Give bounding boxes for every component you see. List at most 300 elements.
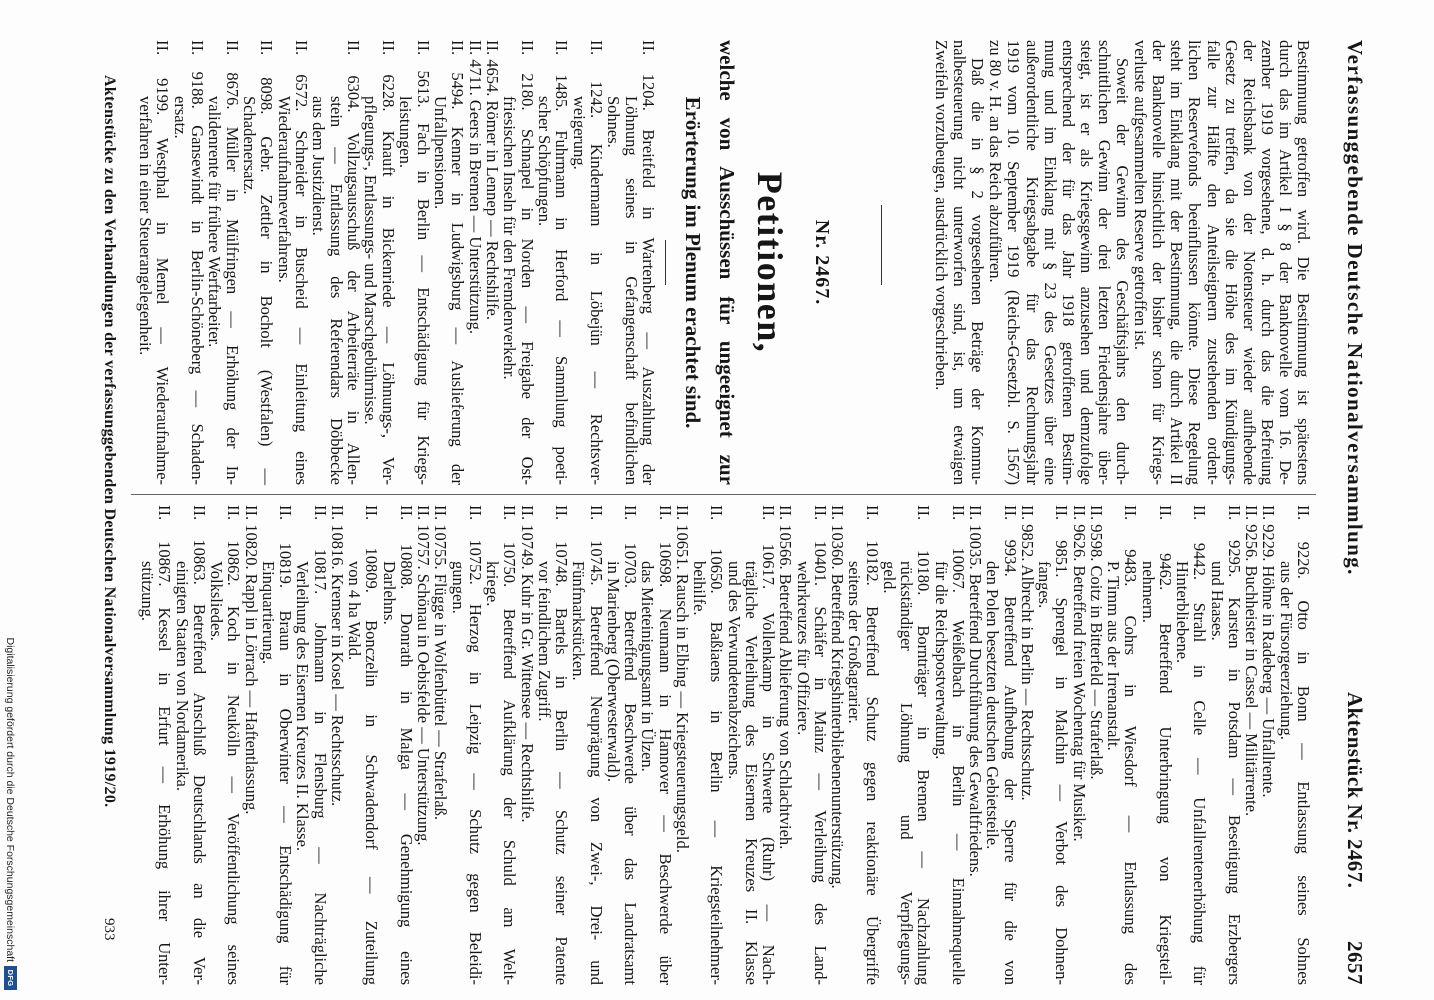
petition-continuation-line: pflegungs-, Entlassungs- und Marschgebührnisse. xyxy=(361,96,381,425)
petition-text: Römer in Lennep — Rechtshilfe. xyxy=(482,100,502,320)
petition-item xyxy=(795,505,830,985)
petition-number: 10566. xyxy=(776,524,796,570)
petition-number: 10752. xyxy=(466,539,485,585)
petition-continuation-line: trägliche Verleihung des Eisernen Kreuzes II. Klasse xyxy=(742,561,761,985)
petition-continuation-line: Darlehns. xyxy=(379,561,399,625)
petition-continuation-line: geld. xyxy=(880,561,899,594)
petition-first-line xyxy=(432,505,449,985)
petition-committee: II. xyxy=(966,505,986,521)
petition-item xyxy=(381,505,416,985)
petition-committee: II. xyxy=(552,505,572,521)
petition-item xyxy=(294,505,329,985)
petition-item xyxy=(536,505,571,985)
petition-text: Schnapel in Norden — Freigabe der Ost- xyxy=(517,128,537,485)
petition-item xyxy=(1088,505,1105,985)
petition-first-line xyxy=(829,505,846,985)
petition-text: Baßiaens in Berlin — Kriegsteilnehmer- xyxy=(707,621,727,986)
petition-first-line xyxy=(449,40,466,485)
petition-text: Fuhrmann in Herford — Sammlung poeti- xyxy=(552,130,572,486)
petition-first-line xyxy=(553,505,570,985)
petition-number: 5494. xyxy=(448,72,468,110)
petition-number: 10862. xyxy=(224,540,244,586)
paragraph-line: Daß die in § 2 vorgesehenen Beträge der Kommu- xyxy=(968,58,988,485)
petition-first-line xyxy=(950,505,967,985)
digitization-credit xyxy=(3,637,18,990)
section-title: Petitionen, xyxy=(750,171,790,354)
petition-text: Bonczelin in Schwadendorf — Zuteilung xyxy=(362,620,382,986)
petition-text: Betreffend Aufhebung der Sperre für die von xyxy=(1000,596,1020,986)
petition-first-line xyxy=(967,505,984,985)
petition-text: Otto in Bonn — Entlassung seines Sohnes xyxy=(1294,600,1313,986)
petition-item xyxy=(206,40,241,485)
petition-first-line xyxy=(588,40,605,485)
page-number: 2657 xyxy=(1343,941,1367,985)
paragraph xyxy=(986,40,1131,485)
petition-continuation-line: Wiederaufnahmeverfahrens. xyxy=(274,96,294,283)
petition-number: 10360. xyxy=(828,524,848,570)
petition-item xyxy=(432,40,467,485)
petition-continuation-line: wehrkreuzes für Offiziere. xyxy=(793,561,813,736)
petition-text: Schäfer in Mainz — Verleihung des Land- xyxy=(811,606,830,985)
petition-number: 10867. xyxy=(155,541,175,587)
petition-text: Donrath in Malga — Genehmigung eines xyxy=(397,613,416,985)
petition-continuation-line: validenrente für frühere Werftarbeiter. xyxy=(205,96,225,348)
petition-continuation-line: friesischen Inseln für den Fremdenverkehr. xyxy=(500,96,520,380)
petition-number: 9934. xyxy=(1000,539,1020,577)
petition-text: Betreffend Durchführung des Gewaltfriedens. xyxy=(966,573,986,877)
petition-item xyxy=(1105,505,1140,985)
petition-text: Koch in Neukölln — Veröffentlichung seines xyxy=(224,605,244,986)
petition-committee: II. xyxy=(466,505,485,521)
petition-committee: II. xyxy=(344,40,364,56)
running-header-title: Verfassunggebende Deutsche Nationalversammlung. xyxy=(1343,40,1367,576)
petition-number: 10863. xyxy=(190,539,209,585)
paragraph-line: verluste aufgesammelten Reserve getroffen ist. xyxy=(1131,40,1151,350)
petition-committee: II. xyxy=(241,505,261,521)
petition-first-line xyxy=(657,505,674,985)
petition-text: Weißelbach in Berlin — Einnahmequelle xyxy=(949,620,968,985)
petition-first-line xyxy=(519,505,536,985)
petition-text: Kuhr in Gr. Wittensee — Rechtshilfe. xyxy=(517,573,537,823)
petition-first-line xyxy=(398,505,415,985)
petition-first-line xyxy=(363,505,380,985)
petition-continuation-line: Hinterbliebene. xyxy=(1173,561,1193,664)
petition-continuation-line: und Haases. xyxy=(1207,561,1227,641)
petition-item xyxy=(260,505,295,985)
paragraph-line: falle zur Hälfte den Anteilseignern zustehenden ordent- xyxy=(1203,40,1223,485)
paragraph-line: entsprechend der für das Jahr 1918 getroffenen Bestim- xyxy=(1058,40,1078,485)
petition-text: Cohrs in Wiesdorf — Entlassung des xyxy=(1121,615,1141,986)
petition-committee: II. xyxy=(378,40,398,56)
section-number: Nr. 2467. xyxy=(811,219,833,306)
petition-continuation-line: stein — Entlassung des Referendars Döbbecke xyxy=(326,96,346,485)
petition-number: 9199. xyxy=(153,78,173,116)
petition-number: 10749. xyxy=(517,524,537,570)
petition-text: Johmann in Flensburg — Nachträgliche xyxy=(310,622,330,986)
petition-item xyxy=(1260,505,1277,985)
petition-committee: II. xyxy=(328,505,347,521)
petition-first-line xyxy=(588,505,605,985)
petition-first-line xyxy=(329,505,346,985)
petition-item xyxy=(346,505,381,985)
petition-number: 9256. xyxy=(1242,524,1262,562)
petition-item xyxy=(519,505,536,985)
petition-continuation-line: einigten Staaten von Nordamerika. xyxy=(172,561,192,792)
petition-item xyxy=(484,505,519,985)
petition-item xyxy=(1174,505,1209,985)
petition-item xyxy=(1278,505,1313,985)
petition-committee: II. xyxy=(482,40,502,56)
petition-text: Knauft in Bickenriede — Löhnungs-, Ver- xyxy=(378,130,398,486)
petition-number: 4711. xyxy=(465,59,485,96)
paragraph-line: außerordentliche Kriegsabgabe für das Rechnungsjahr xyxy=(1022,40,1042,485)
petition-text: Betreffend freien Wochentag für Musiker. xyxy=(1069,565,1089,842)
petition-first-line xyxy=(467,505,484,985)
petition-first-line xyxy=(501,505,518,985)
petition-text: Vollzugsausschuß der Arbeiterräte in Allen- xyxy=(344,132,364,486)
petition-first-line xyxy=(1243,505,1260,985)
petition-committee: II. xyxy=(1190,505,1210,521)
petition-number: 10182. xyxy=(862,540,882,586)
petition-continuation-line: weigerung. xyxy=(569,96,589,170)
paragraph-line: zember 1919 vorgesehene, d. h. durch das die Befreiung xyxy=(1257,40,1277,485)
petition-item xyxy=(639,505,674,985)
petition-committee: II. xyxy=(500,505,520,521)
petition-committee: II. xyxy=(1121,505,1141,521)
petition-continuation-line: Volksliedes. xyxy=(207,561,227,641)
petition-continuation-line: kriege. xyxy=(483,561,503,607)
petition-text: Fach in Berlin — Entschädigung für Kriegs- xyxy=(413,123,433,486)
petition-item xyxy=(1071,505,1088,985)
petition-text: Betreffend Beschwerde über das Landratsamt xyxy=(621,610,641,986)
petition-first-line xyxy=(1002,505,1019,985)
petition-first-line xyxy=(777,505,794,985)
petition-number: 10757. xyxy=(414,524,434,570)
petition-list-right xyxy=(139,505,1312,985)
petition-number: 10651. xyxy=(673,524,692,570)
petition-text: Kremser in Kosel — Rechtsschutz. xyxy=(328,573,347,807)
petition-committee: II. xyxy=(517,505,537,521)
petition-committee: II. xyxy=(673,505,692,521)
petition-text: Neumann in Hannover — Beschwerde über xyxy=(655,608,675,986)
petition-item xyxy=(605,505,640,985)
petition-first-line xyxy=(1088,505,1105,985)
petition-continuation-line: fanges. xyxy=(1035,561,1055,609)
petition-item xyxy=(881,505,933,985)
petition-text: Höhne in Radeberg — Unfallrente. xyxy=(1259,565,1279,798)
petition-continuation-line: ersatz. xyxy=(170,96,190,139)
petition-text: Westphal in Memel — Wiederaufnahme- xyxy=(153,137,173,486)
petition-committee: II. xyxy=(224,505,244,521)
petition-text: Betreffend Anschluß Deutschlands an die Ver- xyxy=(190,603,209,985)
petition-committee: II. xyxy=(1242,505,1262,521)
petition-committee: II. xyxy=(310,505,330,521)
petition-number: 10817. xyxy=(310,548,330,595)
petition-committee: II. xyxy=(1069,505,1089,521)
petition-item xyxy=(397,40,432,485)
petition-text: Schneider in Buscheid — Einleitung eines xyxy=(292,130,312,486)
petition-number: 1242. xyxy=(586,80,606,119)
petition-continuation-line: Sohnes. xyxy=(604,96,624,148)
petition-first-line xyxy=(915,505,932,985)
petition-item xyxy=(1019,505,1036,985)
petition-text: Betreffend Neuprägung von Zwei-, Drei- und xyxy=(586,605,606,986)
petition-committee: II. xyxy=(362,505,382,521)
petition-continuation-line: aus dem Justizdienst. xyxy=(309,96,329,236)
petition-text: Bartels in Berlin — Schutz seiner Patente xyxy=(552,607,572,986)
petition-text: Herzog in Leipzig — Schutz gegen Beleidi- xyxy=(466,603,485,985)
petition-number: 10035. xyxy=(966,524,986,570)
petition-number: 10755. xyxy=(431,524,451,570)
petition-first-line xyxy=(708,505,725,985)
petition-committee: II. xyxy=(188,40,208,56)
petition-number: 9626. xyxy=(1069,524,1089,562)
petition-continuation-line: von 4 ha Wald. xyxy=(345,561,365,661)
petition-item xyxy=(208,505,243,985)
petition-item xyxy=(691,505,726,985)
petition-committee: II. xyxy=(1225,505,1244,521)
petition-number: 9226. xyxy=(1294,541,1313,579)
petition-continuation-line: beihilfe. xyxy=(690,561,710,616)
petition-first-line xyxy=(415,505,432,985)
petition-first-line xyxy=(345,40,362,485)
petition-number: 1485. xyxy=(552,74,572,112)
paragraph-line: steigt, ist er als Kriegsgewinn anzusehen und demzufolge xyxy=(1076,40,1096,485)
petition-item xyxy=(171,40,206,485)
petition-item xyxy=(243,505,260,985)
paragraph-line: nalbesteuerung nicht unterworfen sind, ist, um etwaigen xyxy=(950,40,970,485)
petition-number: 10617. xyxy=(759,543,779,590)
petition-committee: II. xyxy=(949,505,968,521)
petition-item xyxy=(137,40,172,485)
petition-committee: II. xyxy=(586,40,606,56)
petition-continuation-line: leistungen. xyxy=(396,96,416,168)
petition-committee: II. xyxy=(465,40,485,56)
petition-number: 6228. xyxy=(378,74,398,112)
petition-text: Vollenkamp in Schwerte (Ruhr) — Nach- xyxy=(759,612,779,986)
petition-text: Betreffend Ablieferung von Schlachtvieh. xyxy=(776,573,796,850)
petition-text: Rausch in Elbing — Kriegsteuerungsgeld. xyxy=(673,573,692,853)
petition-text: Kindermann in Löbejün — Rechtsver- xyxy=(586,143,606,486)
petition-first-line xyxy=(1226,505,1243,985)
petition-item xyxy=(726,505,778,985)
petition-text: Müller in Mülfringen — Erhöhung der In- xyxy=(222,126,242,486)
petition-continuation-line: Unfallpensionen. xyxy=(430,96,450,210)
petition-first-line xyxy=(484,40,501,485)
petition-text: Albrecht in Berlin — Rechtsschutz. xyxy=(1018,564,1037,801)
petition-committee: II. xyxy=(639,40,658,56)
petition-item xyxy=(605,40,657,485)
paragraph-line: lichen Reservefonds beeinflussen könnte. Diese Regelung xyxy=(1185,40,1205,485)
petition-number: 10820. xyxy=(241,524,261,570)
petition-continuation-line: Einquartierung. xyxy=(259,561,278,665)
petition-committee: II. xyxy=(1156,505,1175,521)
petition-continuation-line: scher Schöpfungen. xyxy=(534,96,554,227)
petition-item xyxy=(846,505,881,985)
petition-first-line xyxy=(293,40,310,485)
dfg-logo-icon: DFG xyxy=(4,966,17,990)
petition-number: 10808. xyxy=(397,543,416,590)
petition-first-line xyxy=(760,505,777,985)
paragraph-line: durch das im Artikel I § 8 der Banknovelle vom 16. De- xyxy=(1275,40,1295,485)
petition-first-line xyxy=(1122,505,1139,985)
petition-number: 6304. xyxy=(344,75,364,113)
intro-text xyxy=(932,40,1312,485)
petition-committee: II. xyxy=(552,40,572,56)
petition-number: 9295. xyxy=(1225,540,1244,578)
petition-first-line xyxy=(243,505,260,985)
petition-first-line xyxy=(1295,505,1312,985)
petition-item xyxy=(1036,505,1071,985)
digitization-note: Digitalisierung gefördert durch die Deutsche Forschungsgemeinschaft xyxy=(4,637,17,962)
petition-item xyxy=(933,505,968,985)
petition-text: Sprengel in Malchin — Verbot des Dohnen- xyxy=(1052,597,1072,985)
column-divider xyxy=(131,494,1316,495)
petition-item xyxy=(310,40,362,485)
petition-number: 10745. xyxy=(586,540,606,586)
petition-number: 10750. xyxy=(500,541,520,588)
petition-number: 10180. xyxy=(914,550,934,596)
paragraph-line: der Reichsbank von der Notensteuer wieder aufhebende xyxy=(1239,40,1259,485)
petition-continuation-line: verfahren in einer Steuerangelegenheit. xyxy=(136,96,156,356)
petition-text: Gansewindt in Berlin-Schöneberg — Schaden- xyxy=(188,125,208,486)
petition-text: Strahl in Celle — Unfallrentenerhöhung für xyxy=(1190,602,1210,985)
petition-text: Braun in Oberwinter — Entschädigung für xyxy=(276,610,296,985)
petition-continuation-line: für die Reichspostverwaltung. xyxy=(931,561,951,760)
petition-number: 5613. xyxy=(413,70,433,108)
petition-number: 9462. xyxy=(1156,553,1175,591)
petition-committee: II. xyxy=(222,40,242,56)
petition-first-line xyxy=(640,40,657,485)
petition-item xyxy=(362,40,397,485)
petition-item xyxy=(777,505,794,985)
petition-text: Breitfeld in Wartenberg — Auszahlung der xyxy=(639,129,658,486)
section-separator-rule xyxy=(881,205,882,285)
petition-continuation-line: vor feindlichem Zugriff. xyxy=(535,561,554,722)
petition-committee: II. xyxy=(517,40,537,56)
petition-item xyxy=(674,505,691,985)
petition-first-line xyxy=(258,40,275,485)
petition-number: 8676. xyxy=(222,72,242,110)
petition-first-line xyxy=(674,505,691,985)
petition-committee: II. xyxy=(914,505,934,521)
petition-first-line xyxy=(622,505,639,985)
petition-text: Flügge in Wolfenbüttel — Straferlaß. xyxy=(431,573,451,821)
petition-committee: II. xyxy=(257,40,277,56)
petition-text: Betreffend Schutz gegen reaktionäre Übergriffe xyxy=(862,606,882,986)
petition-list-left xyxy=(137,40,657,485)
petition-text: Karsten in Potsdam — Beseitigung Erzbergers xyxy=(1225,597,1244,986)
petition-committee: II. xyxy=(448,40,468,56)
paragraph-line: mung und im Einklang mit § 23 des Gesetzes über eine xyxy=(1040,40,1060,485)
petition-first-line xyxy=(380,40,397,485)
petition-number: 9442. xyxy=(1190,542,1210,580)
petition-item xyxy=(570,40,605,485)
petition-committee: II. xyxy=(397,505,416,521)
petition-committee: II. xyxy=(1052,505,1072,521)
petition-committee: II. xyxy=(586,505,606,521)
petition-committee: II. xyxy=(1018,505,1037,521)
heading-underline-rule xyxy=(665,240,666,285)
petition-item xyxy=(432,505,449,985)
petition-committee: II. xyxy=(707,505,727,521)
petition-text: Gebr. Zettler in Bocholt (Westfalen) — xyxy=(257,136,277,485)
petition-number: 9851. xyxy=(1052,540,1072,578)
petition-first-line xyxy=(156,505,173,985)
petition-continuation-line: Fünfmarkstücken. xyxy=(569,561,589,681)
petition-continuation-line: seitens der Großagrarier. xyxy=(845,561,865,724)
petition-item xyxy=(275,40,310,485)
petition-continuation-line: und des Verwundetenabzeichens. xyxy=(724,561,744,780)
petition-committee: II. xyxy=(1000,505,1020,521)
petition-committee: II. xyxy=(431,505,451,521)
paragraph-line: 1919 vom 10. September 1919 (Reichs-Gesetzbl. S. 1567) xyxy=(1004,40,1024,485)
petition-continuation-line: gungen. xyxy=(448,561,468,614)
petition-number: 10401. xyxy=(811,540,830,587)
petition-first-line xyxy=(1260,505,1277,985)
petition-item xyxy=(484,40,501,485)
petition-text: Bornträger in Bremen — Nachzahlung xyxy=(914,625,934,985)
petition-first-line xyxy=(553,40,570,485)
petition-continuation-line: Verleihung des Eisernen Kreuzes II. Klasse. xyxy=(293,561,313,852)
petition-item xyxy=(570,505,605,985)
petition-text: Coitz in Bitterfeld — Straferlaß. xyxy=(1087,565,1106,780)
petition-continuation-line: P. Timm aus der Irrenanstalt. xyxy=(1104,561,1124,751)
petition-first-line xyxy=(466,40,483,485)
petition-item xyxy=(967,505,984,985)
petition-number: 10698. xyxy=(655,541,675,588)
petition-first-line xyxy=(864,505,881,985)
petition-continuation-line: Löhnung seines in Gefangenschaft befindlichen xyxy=(621,96,641,485)
petition-number: 10067. xyxy=(949,547,968,593)
petition-item xyxy=(329,505,346,985)
petition-continuation-line: in Marienberg (Oberwesterwald). xyxy=(604,561,623,782)
petition-text: Kenner in Ludwigsburg — Auslieferung der xyxy=(448,126,468,485)
petition-item xyxy=(1140,505,1175,985)
petition-number: 9598. xyxy=(1087,524,1106,562)
petition-first-line xyxy=(1157,505,1174,985)
petition-continuation-line: rückständiger Löhnung und Verpflegungs- xyxy=(897,561,917,985)
petition-committee: II. xyxy=(276,505,296,521)
petition-text: Betreffend Unterbringung von Kriegsteil- xyxy=(1156,623,1175,986)
petition-text: Rappl in Lörrach — Haftentlassung. xyxy=(241,573,261,815)
petition-number: 9188. xyxy=(188,71,208,109)
petition-text: Geers in Bremen — Unterstützung. xyxy=(465,99,485,335)
petition-committee: II. xyxy=(190,505,209,521)
paragraph xyxy=(932,40,986,485)
petition-first-line xyxy=(312,505,329,985)
paragraph-line: Gesetz zu treffen, da sie die Höhe des im Kündigungs- xyxy=(1221,40,1241,485)
petition-first-line xyxy=(812,505,829,985)
petition-item xyxy=(1209,505,1244,985)
petition-item xyxy=(174,505,209,985)
petition-item xyxy=(450,505,485,985)
petition-number: 8098. xyxy=(257,77,277,115)
petition-committee: II. xyxy=(776,505,796,521)
petition-first-line xyxy=(189,40,206,485)
petition-item xyxy=(139,505,174,985)
paragraph xyxy=(1131,40,1312,485)
section-subtitle-line: welche von Ausschüssen für ungeeignet zur xyxy=(715,40,739,485)
paragraph-line: steht im Einklang mit der Bestimmung, die durch Artikel II xyxy=(1167,40,1187,485)
petition-committee: II. xyxy=(655,505,675,521)
petition-item xyxy=(984,505,1019,985)
running-header-document-number: Aktenstück Nr. 2467. xyxy=(1343,692,1367,889)
petition-number: 1204. xyxy=(639,73,658,111)
petition-continuation-line: den Polen besetzten deutschen Gebietsteile. xyxy=(983,561,1003,850)
paragraph-line: Zweifeln vorzubeugen, ausdrücklich vorgeschrieben. xyxy=(932,40,952,391)
petition-committee: II. xyxy=(621,505,641,521)
